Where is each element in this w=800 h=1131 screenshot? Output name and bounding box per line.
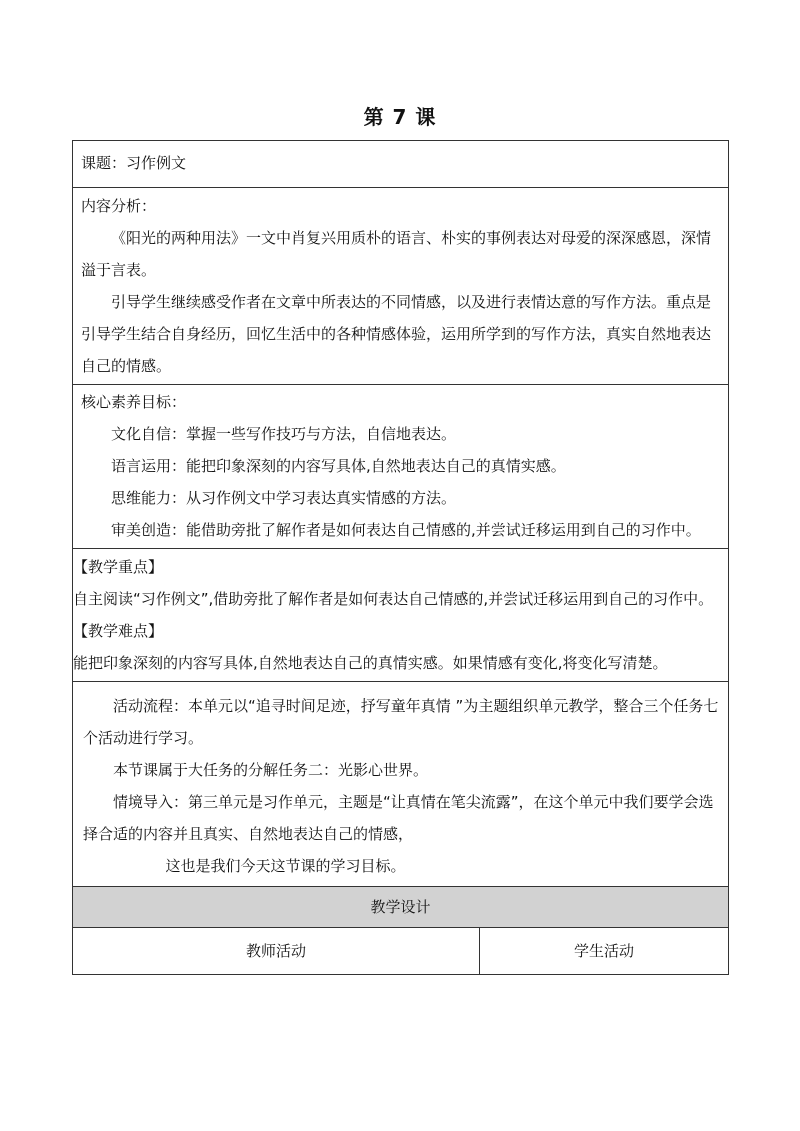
- teaching-key-row: [73, 549, 729, 682]
- teaching-difficulty-text: 能把印象深刻的内容写具体,自然地表达自己的真情实感。如果情感有变化,将变化写清楚。: [73, 654, 668, 672]
- core-goal-item: 审美创造：能借助旁批了解作者是如何表达自己情感的,并尝试迁移运用到自己的习作中。: [111, 521, 701, 539]
- content-analysis-paragraph: 引导学生继续感受作者在文章中所表达的不同情感，以及进行表情达意的写作方法。重点是引导学生结合自身经历，回忆生活中的各种情感体验，运用所学到的写作方法，真实自然地表达自己的情感。: [81, 293, 712, 375]
- teaching-design-header-row: [73, 887, 729, 928]
- activity-flow-paragraph: 本节课属于大任务的分解任务二：光影心世界。: [113, 761, 429, 779]
- core-goal-item: 语言运用：能把印象深刻的内容写具体,自然地表达自己的真情实感。: [111, 457, 566, 475]
- teaching-design-header: 教学设计: [73, 887, 729, 928]
- topic-text: 课题：习作例文: [81, 154, 187, 172]
- page-title: 第 7 课: [363, 105, 437, 129]
- teaching-key-heading: 【教学重点】: [73, 558, 164, 576]
- activity-flow-row: [73, 682, 729, 887]
- content-analysis-heading: 内容分析：: [81, 197, 157, 215]
- core-goal-item: 文化自信：掌握一些写作技巧与方法，自信地表达。: [111, 425, 457, 443]
- activity-columns-row: [73, 928, 729, 975]
- teaching-difficulty-heading: 【教学难点】: [73, 622, 164, 640]
- activity-flow-closing: 这也是我们今天这节课的学习目标。: [165, 857, 406, 875]
- content-analysis-paragraph: 《阳光的两种用法》一文中肖复兴用质朴的语言、朴实的事例表达对母爱的深深感恩，深情溢于言表。: [81, 229, 712, 279]
- teaching-key-text: 自主阅读“习作例文”,借助旁批了解作者是如何表达自己情感的,并尝试迁移运用到自己的习作中。: [73, 590, 714, 608]
- lesson-plan-table: [72, 140, 729, 975]
- core-goals-row: [73, 385, 729, 549]
- student-activity-header: 学生活动: [480, 928, 729, 975]
- core-goal-item: 思维能力：从习作例文中学习表达真实情感的方法。: [111, 489, 457, 507]
- content-analysis-row: [73, 188, 729, 385]
- topic-row: [73, 141, 729, 188]
- activity-flow-paragraph: 情境导入：第三单元是习作单元，主题是“让真情在笔尖流露”，在这个单元中我们要学会选择合适的内容并且真实、自然地表达自己的情感，: [83, 793, 714, 843]
- core-goals-heading: 核心素养目标：: [81, 393, 187, 411]
- activity-flow-paragraph: 活动流程：本单元以“追寻时间足迹，抒写童年真情 ”为主题组织单元教学，整合三个任务七个活动进行学习。: [83, 697, 719, 747]
- teacher-activity-header: 教师活动: [73, 928, 480, 975]
